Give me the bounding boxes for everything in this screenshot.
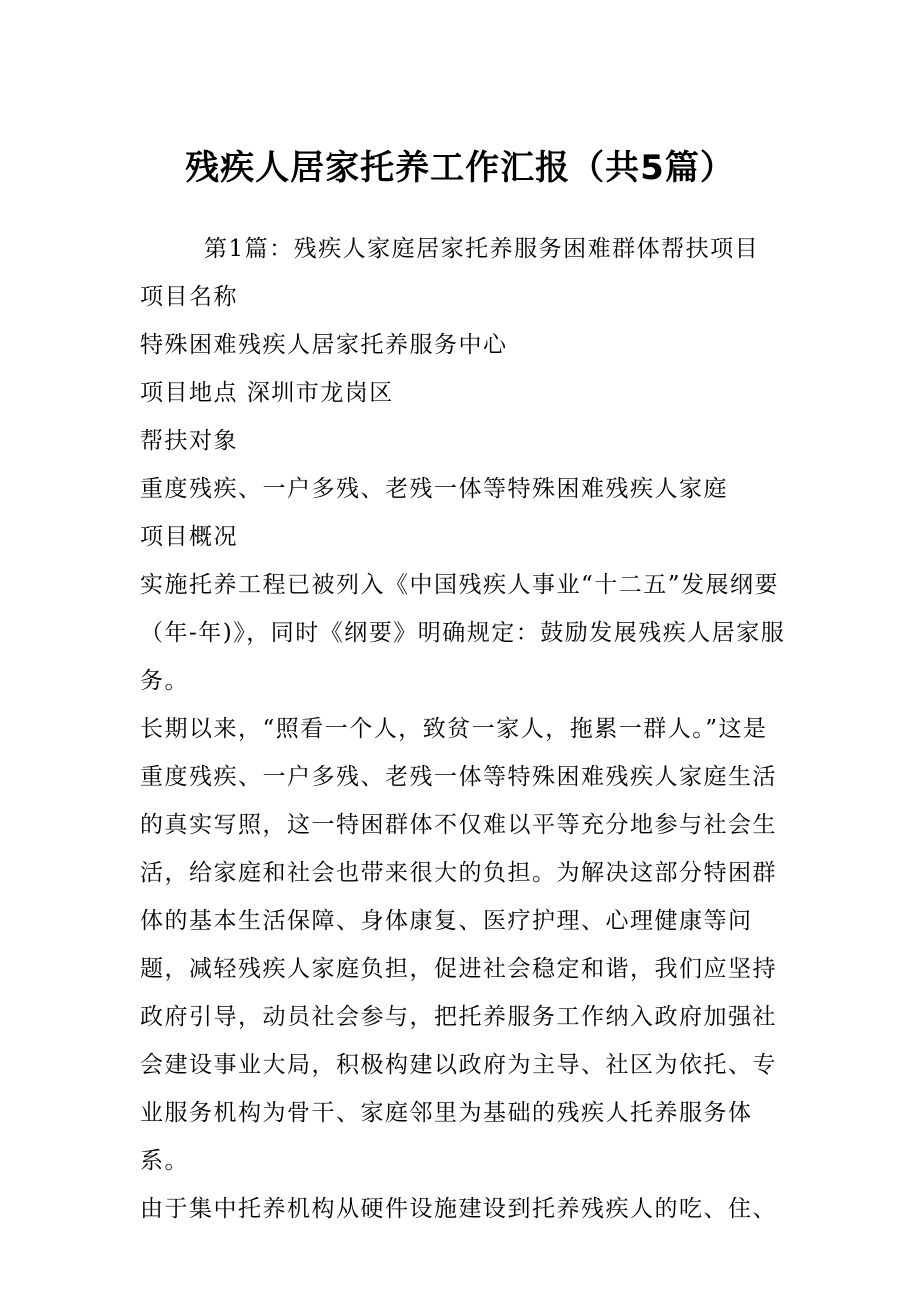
field-project-location: 项目地点 深圳市龙岗区 [140,380,394,406]
field-value-beneficiaries: 重度残疾、一户多残、老残一体等特殊困难残疾人家庭 [140,476,728,502]
body-paragraph: 长期以来，“照看一个人，致贫一家人，拖累一群人。”这是重度残疾、一户多残、老残一体等特殊困难残疾人家庭生活的真实写照，这一特困群体不仅难以平等充分地参与社会生活，给家庭和社会也带来很大的负担。为解决这部分特困群体的基本生活保障、身体康复、医疗护理、心理健康等问题，减轻残疾人家庭负担，促进社会稳定和谐，我们应坚持政府引导，动员社会参与，把托养服务工作纳入政府加强社会建设事业大局，积极构建以政府为主导、社区为依托、专业服务机构为骨干、家庭邻里为基础的残疾人托养服务体系。 [140,716,777,1174]
field-label-overview: 项目概况 [140,524,238,550]
section-heading: 第1篇：残疾人家庭居家托养服务困难群体帮扶项目 [204,236,760,262]
body-paragraph: 由于集中托养机构从硬件设施建设到托养残疾人的吃、住、 [140,1196,777,1222]
body-paragraph: 实施托养工程已被列入《中国残疾人事业“十二五”发展纲要（年-年)》，同时《纲要》明确规定：鼓励发展残疾人居家服务。 [140,572,786,694]
field-label-project-name: 项目名称 [140,284,238,310]
field-label-beneficiaries: 帮扶对象 [140,428,238,454]
field-value-project-name: 特殊困难残疾人居家托养服务中心 [140,332,508,358]
document-title: 残疾人居家托养工作汇报（共5篇） [185,148,735,188]
document-body [140,225,790,1233]
